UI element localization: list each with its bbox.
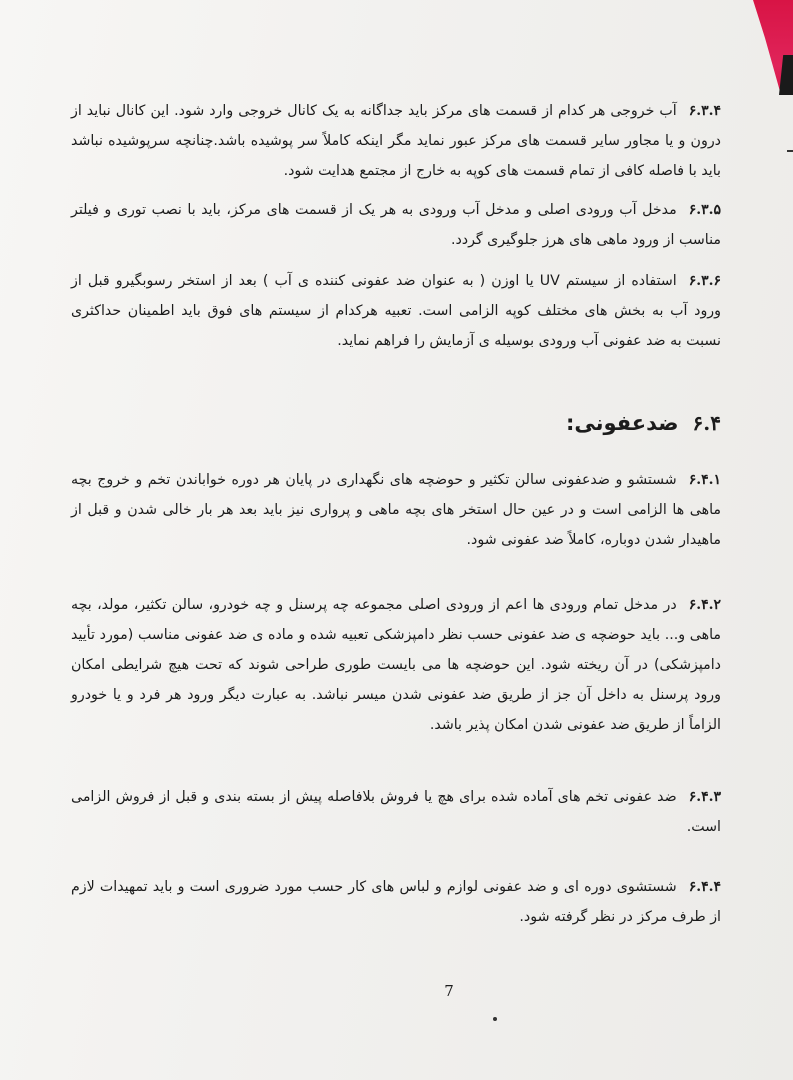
paragraph-number: ۶.۴.۱ — [688, 472, 721, 488]
paragraph-number: ۶.۴.۴ — [688, 879, 721, 895]
paragraph-6-3-6 — [71, 266, 721, 356]
paragraph-6-4-2 — [71, 590, 721, 740]
paragraph-text: مدخل آب ورودی اصلی و مدخل آب ورودی به هر یک از قسمت های مرکز، باید با نصب توری و فیلتر مناسب از ورود ماهی های هرز جلوگیری گردد. — [71, 202, 721, 248]
paragraph-6-4-3 — [71, 782, 721, 842]
paragraph-number: ۶.۳.۶ — [688, 273, 721, 289]
section-heading — [566, 408, 721, 438]
paragraph-text: ضد عفونی تخم های آماده شده برای هچ یا فروش بلافاصله پیش از بسته بندی و قبل از فروش الزامی است. — [71, 789, 721, 835]
paragraph-number: ۶.۳.۴ — [688, 103, 721, 119]
paragraph-6-4-4 — [71, 872, 721, 932]
paragraph-number: ۶.۴.۲ — [688, 597, 721, 613]
section-number: ۶.۴ — [692, 411, 721, 435]
section-title: ضدعفونی: — [565, 411, 679, 435]
paragraph-number: ۶.۴.۳ — [688, 789, 721, 805]
page-number: 7 — [444, 982, 454, 1000]
paragraph-text: استفاده از سیستم UV یا اوزن ( به عنوان ضد عفونی کننده ی آب ) بعد از استخر رسوبگیرو قبل از ورود آب به بخش های مختلف کوپه الزامی است. تعبیه هرکدام از سیستم های فوق باید اطمینان حداکثری نسبت به ضد عفونی آب ورودی بوسیله ی آزمایش را فراهم نماید. — [71, 273, 721, 349]
paragraph-6-4-1 — [71, 465, 721, 555]
paragraph-text: شستشوی دوره ای و ضد عفونی لوازم و لباس های کار حسب مورد ضروری است و باید تمهیدات لازم از طرف مرکز در نظر گرفته شود. — [71, 879, 721, 925]
stray-dot — [493, 1017, 497, 1021]
paragraph-6-3-4 — [71, 96, 721, 186]
paragraph-text: شستشو و ضدعفونی سالن تکثیر و حوضچه های نگهداری در پایان هر دوره خواباندن تخم و خروج بچه ماهی ها الزامی است و در عین حال استخر های بچه ماهی و پرواری نیز باید بعد هر بار خالی شدن و قبل از ماهیدار شدن دوباره، کاملاً ضد عفونی شود. — [71, 472, 721, 548]
paragraph-6-3-5 — [71, 195, 721, 255]
paragraph-text: آب خروجی هر کدام از قسمت های مرکز باید جداگانه به یک کانال خروجی وارد شود. این کانال نباید از درون و یا مجاور سایر قسمت های مرکز عبور نماید مگر اینکه کاملاً سر پوشیده باشد.چنانچه سرپوشیده نباشد باید با فاصله کافی از تمام قسمت های کوپه به خارج از مجتمع هدایت شود. — [71, 103, 721, 179]
paragraph-text: در مدخل تمام ورودی ها اعم از ورودی اصلی مجموعه چه پرسنل و چه خودرو، سالن تکثیر، مولد، بچه ماهی و... باید حوضچه ی ضد عفونی حسب نظر دامپزشکی تعبیه شده و ماده ی ضد عفونی مناسب (مورد تأیید دامپزشکی) در آن ریخته شود. این حوضچه ها می بایست طوری طراحی شوند که تحت هیچ شرایطی امکان ورود پرسنل به داخل آن جز از طریق ضد عفونی شدن میسر نباشد. به عبارت دیگر ورود هر فرد و یا خودرو الزاماً از طریق ضد عفونی شدن امکان پذیر باشد. — [71, 597, 721, 733]
edge-mark — [787, 150, 793, 152]
paragraph-number: ۶.۳.۵ — [688, 202, 721, 218]
